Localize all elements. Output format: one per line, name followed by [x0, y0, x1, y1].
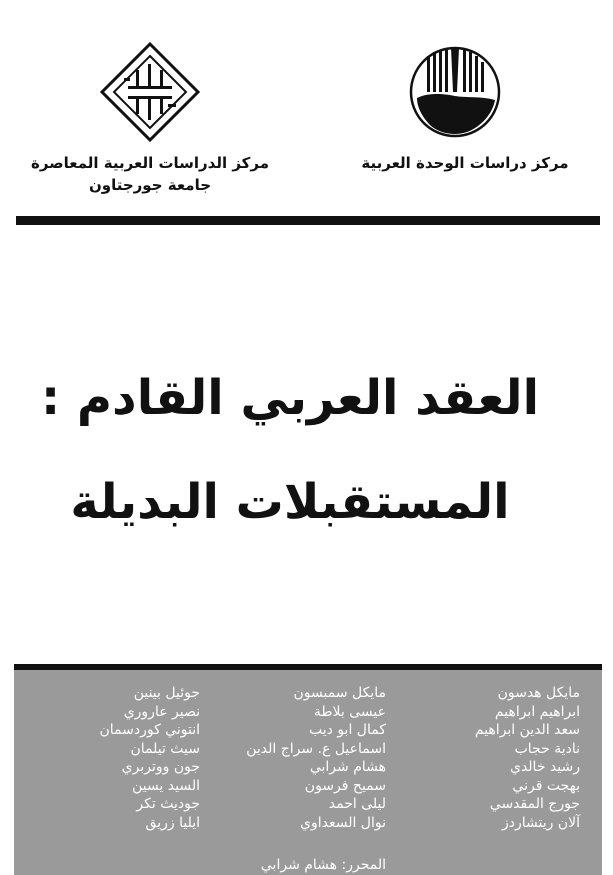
author-name: جون ووتربري [121, 759, 200, 775]
georgetown-center-logo [98, 40, 202, 144]
author-name: سعد الدين ابراهيم [474, 722, 580, 738]
author-name: جوديث تكر [136, 796, 200, 812]
author-name: نوال السعداوي [300, 814, 386, 831]
publisher-left-name: مركز الدراسات العربية المعاصرة [30, 154, 270, 172]
author-name: عيسى بلاطة [313, 703, 386, 720]
publisher-left [10, 152, 290, 196]
book-title-line1: العقد العربي القادم : [40, 370, 540, 426]
authors-column-3 [30, 684, 200, 832]
author-name: ليلى احمد [328, 796, 386, 812]
author-name: جوئيل بينين [133, 685, 200, 701]
author-name: آلان ريتشاردز [502, 814, 580, 831]
book-title-line2: المستقبلات البديلة [70, 474, 510, 530]
author-name: سيث تيلمان [130, 740, 200, 757]
author-name: اسماعيل ع. سراج الدين [246, 740, 386, 757]
author-name: مايكل سمبسون [293, 685, 386, 701]
author-name: رشيد خالدي [509, 759, 580, 775]
author-name: سميح فرسون [304, 777, 386, 794]
publisher-right-name: مركز دراسات الوحدة العربية [361, 154, 569, 172]
author-name: هشام شرابي [309, 759, 386, 775]
header-divider [16, 216, 600, 225]
author-name: مايكل هدسون [497, 685, 580, 701]
authors-panel [14, 664, 602, 875]
author-name: نصير عاروري [123, 703, 200, 720]
author-name: نادية حجاب [514, 740, 580, 757]
authors-column-1 [410, 684, 580, 832]
publisher-right [330, 152, 600, 174]
publisher-left-subtitle: جامعة جورجتاون [88, 176, 212, 194]
author-name: كمال ابو ديب [309, 722, 386, 738]
author-name: بهجت قرني [512, 777, 580, 794]
editor-credit: المحرر: هشام شرابي [260, 857, 386, 873]
author-name: ابراهيم ابراهيم [494, 703, 580, 720]
author-name: السيد يسين [132, 777, 200, 794]
author-name: ايليا زريق [145, 814, 200, 831]
authors-column-2 [216, 684, 386, 832]
cau-center-logo [405, 42, 505, 142]
author-name: انتوني كوردسمان [99, 722, 200, 738]
author-name: جورج المقدسي [489, 796, 580, 812]
